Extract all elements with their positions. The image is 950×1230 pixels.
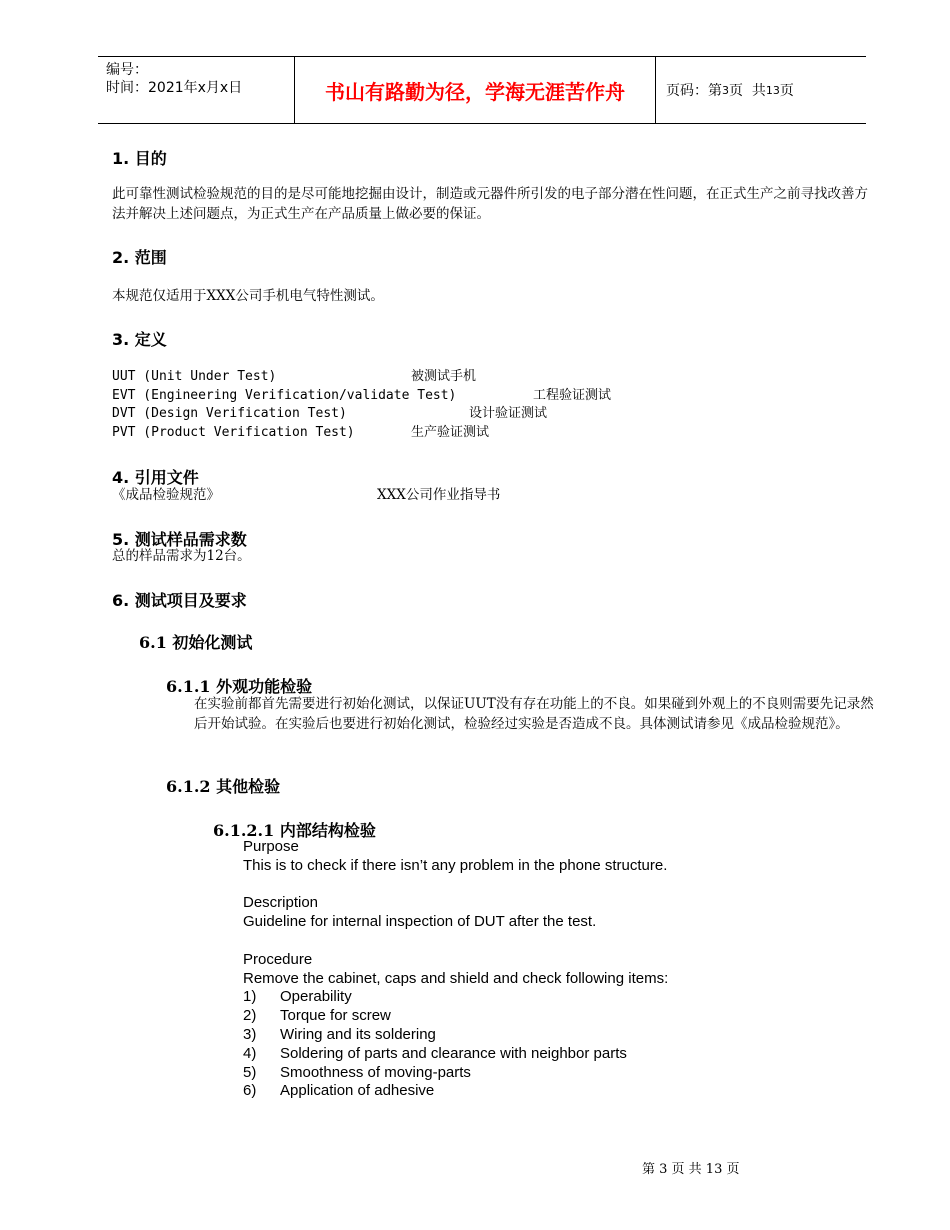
definition-term: DVT (Design Verification Test): [112, 406, 347, 422]
section-6-1-1-title: 6.1.1 外观功能检验: [166, 677, 313, 696]
section-1-text: 此可靠性测试检验规范的目的是尽可能地挖掘由设计，制造或元器件所引发的电子部分潜在性问题，在正式生产之前寻找改善方法并解决上述问题点，为正式生产在产品质量上做必要的保证。: [112, 186, 868, 222]
section-1-title: 1. 目的: [112, 149, 167, 168]
header-page-cell: [656, 57, 866, 123]
header-page-prefix: 页码：第: [666, 83, 722, 99]
section-6-1-2-1-title: 6.1.2.1 内部结构检验: [213, 821, 376, 840]
definitions-list: [112, 368, 712, 442]
list-item: 4) Soldering of parts and clearance with neighbor parts: [243, 1044, 627, 1062]
header-page-mid: 页 共: [729, 83, 766, 99]
header-number-label: 编号：: [106, 62, 148, 78]
purpose-text: This is to check if there isn’t any problem in the phone structure.: [243, 856, 668, 874]
section-3-title: 3. 定义: [112, 330, 167, 349]
definition-meaning: 工程验证测试: [533, 387, 612, 403]
procedure-list: [243, 988, 843, 1101]
section-2-text: 本规范仅适用于XXX公司手机电气特性测试。: [112, 288, 384, 304]
inspection-details: [243, 838, 843, 1101]
section-2-title: 2. 范围: [112, 248, 167, 267]
purpose-label: Purpose: [243, 838, 299, 855]
header-page-number: 3: [722, 83, 729, 97]
description-text: Guideline for internal inspection of DUT after the test.: [243, 913, 597, 931]
definition-row: [112, 387, 712, 406]
page-footer: 第 3 页 共 13 页: [642, 1162, 740, 1177]
header-left-cell: [98, 57, 294, 123]
section-6-1-1-text: 在实验前都首先需要进行初始化测试，以保证UUT没有存在功能上的不良。如果碰到外观上的不良则需要先记录然后开始试验。在实验后也要进行初始化测试，检验经过实验是否造成不良。具体测试请参见《成品检验规范》。: [194, 696, 874, 732]
section-5-title: 5. 测试样品需求数: [112, 530, 247, 549]
header-motto: 书山有路勤为径，学海无涯苦作舟: [294, 57, 656, 123]
page-header: [98, 56, 866, 124]
definition-meaning: 设计验证测试: [469, 406, 548, 422]
list-item: 3) Wiring and its soldering: [243, 1025, 436, 1043]
description-label: Description: [243, 894, 319, 912]
definition-term: EVT (Engineering Verification/validate Test): [112, 387, 457, 403]
list-item: 2) Torque for screw: [243, 1007, 391, 1025]
reference-doc-2: XXX公司作业指导书: [377, 487, 501, 503]
list-item: 6) Application of adhesive: [243, 1082, 435, 1100]
section-6-1-2-title: 6.1.2 其他检验: [166, 777, 281, 796]
definition-term: PVT (Product Verification Test): [112, 424, 355, 440]
procedure-text: Remove the cabinet, caps and shield and check following items:: [243, 969, 669, 987]
definition-meaning: 生产验证测试: [411, 424, 490, 440]
definition-row: [112, 368, 712, 387]
section-4-title: 4. 引用文件: [112, 468, 199, 487]
header-page-suffix: 页: [779, 83, 794, 99]
definition-meaning: 被测试手机: [411, 369, 477, 384]
section-5-text: 总的样品需求为12台。: [112, 548, 251, 564]
definition-term: UUT (Unit Under Test): [112, 369, 277, 384]
header-date: 时间：2021年x月x日: [106, 80, 243, 96]
reference-doc-1: 《成品检验规范》: [112, 487, 220, 503]
section-6-title: 6. 测试项目及要求: [112, 591, 247, 610]
procedure-label: Procedure: [243, 950, 313, 968]
section-6-1-title: 6.1 初始化测试: [139, 633, 253, 652]
header-page-total: 13: [765, 83, 780, 97]
list-item: 1) Operability: [243, 988, 352, 1006]
definition-row: [112, 424, 712, 443]
list-item: 5) Smoothness of moving-parts: [243, 1063, 471, 1081]
definition-row: [112, 405, 712, 424]
